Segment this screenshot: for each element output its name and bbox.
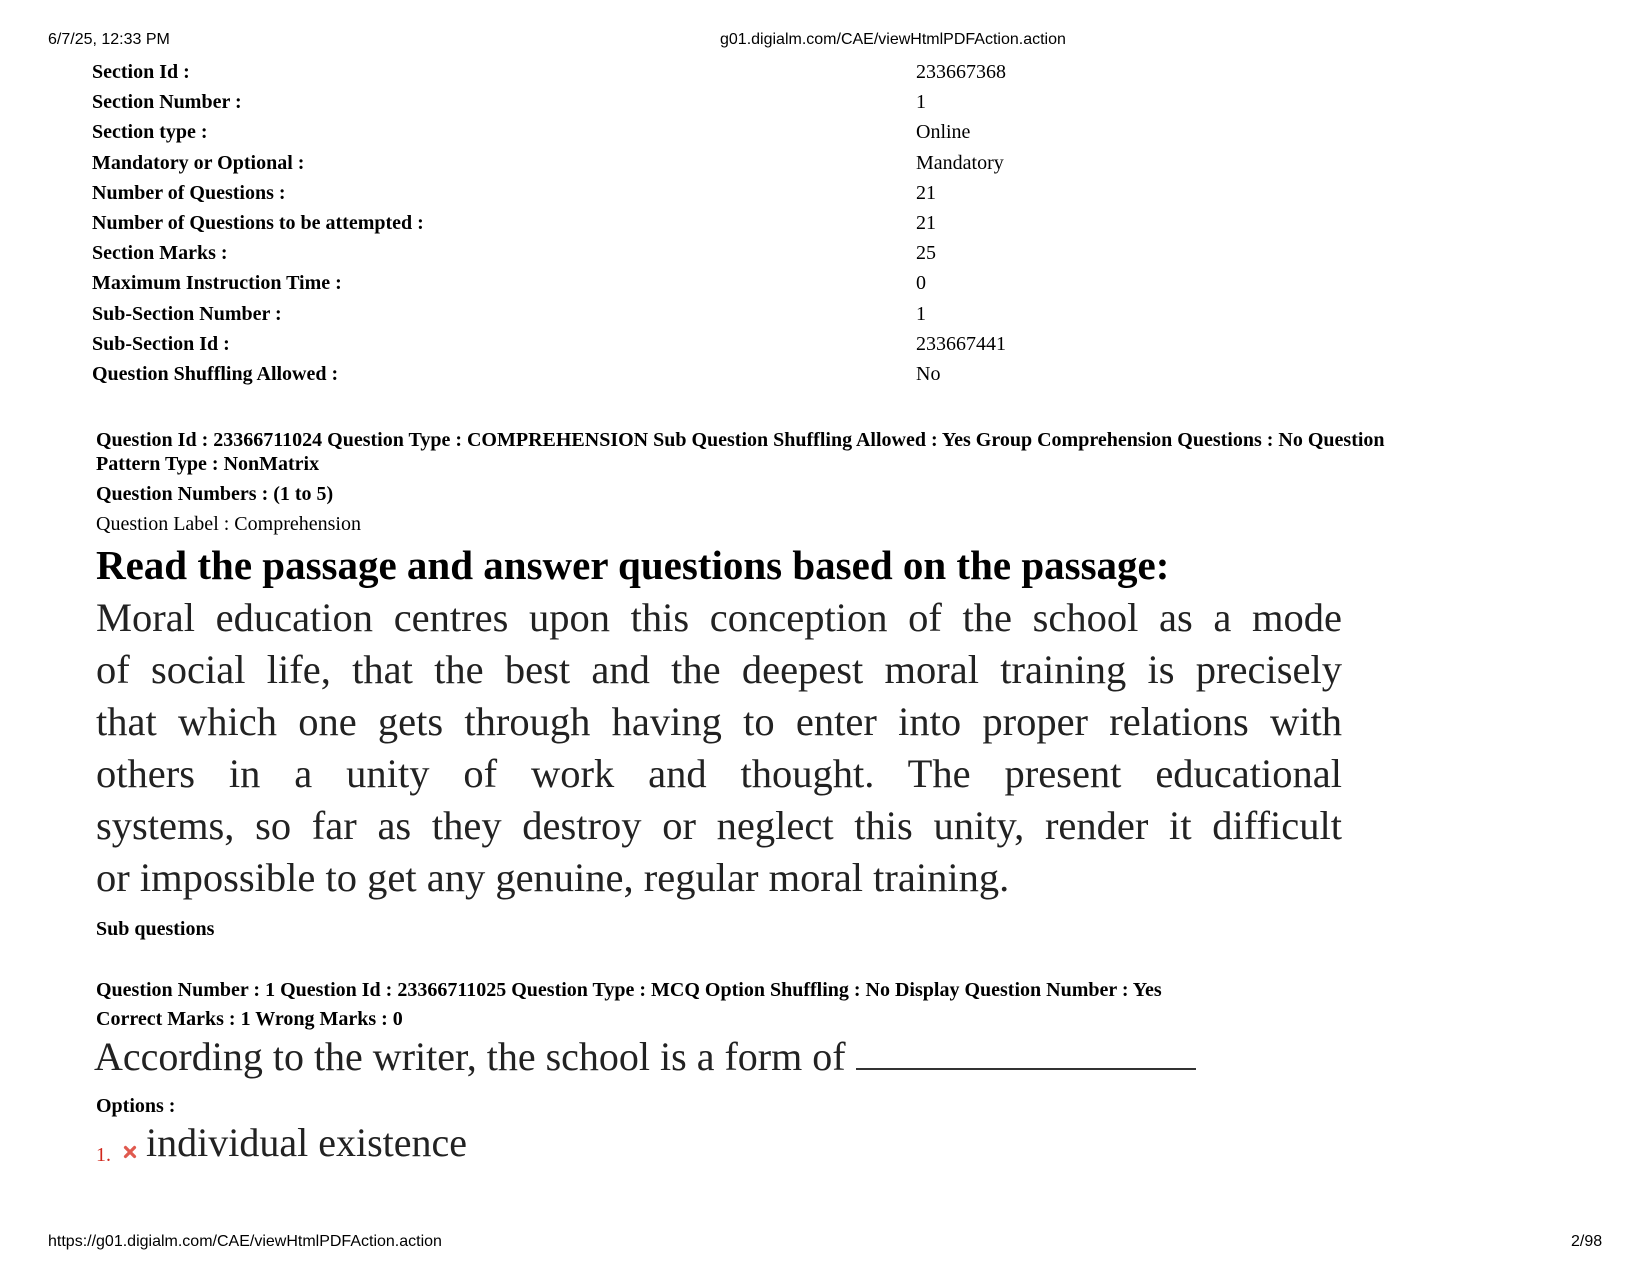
info-label: Section Marks :: [92, 242, 228, 265]
question-label: Question Label : Comprehension: [96, 513, 361, 535]
info-row-section-id: [92, 60, 1092, 90]
question1-meta-line2: Correct Marks : 1 Wrong Marks : 0: [96, 1008, 403, 1030]
info-row-instruction-time: [92, 271, 1092, 301]
sub-questions-label: Sub questions: [96, 918, 215, 940]
info-row-num-attempted: [92, 211, 1092, 241]
passage-line: Moral education centres upon this conception of the school as a mode: [96, 595, 1342, 640]
info-label: Question Shuffling Allowed :: [92, 362, 339, 385]
info-row-shuffling: [92, 362, 1092, 392]
print-datetime: 6/7/25, 12:33 PM: [48, 31, 170, 48]
section-info-table: [92, 60, 1092, 392]
info-label: Sub-Section Id :: [92, 332, 230, 355]
info-row-mandatory: [92, 151, 1092, 181]
info-value: Online: [916, 121, 971, 144]
info-label: Section Number :: [92, 91, 242, 114]
info-label: Number of Questions to be attempted :: [92, 211, 424, 234]
page-number: 2/98: [1571, 1233, 1603, 1250]
info-label: Sub-Section Number :: [92, 302, 282, 325]
comprehension-meta-line2: Pattern Type : NonMatrix: [96, 453, 320, 475]
info-value: 233667441: [916, 332, 1006, 355]
passage-heading: Read the passage and answer questions based on the passage:: [96, 542, 1170, 588]
footer-url: https://g01.digialm.com/CAE/viewHtmlPDFAction.action: [48, 1233, 442, 1250]
print-url: g01.digialm.com/CAE/viewHtmlPDFAction.action: [720, 31, 1066, 48]
info-row-section-number: [92, 90, 1092, 120]
info-value: No: [916, 362, 941, 385]
info-value: 1: [916, 302, 926, 325]
info-value: 25: [916, 242, 936, 265]
wrong-cross-icon: [122, 1144, 138, 1160]
info-value: 233667368: [916, 61, 1006, 83]
info-row-section-marks: [92, 241, 1092, 271]
info-value: Mandatory: [916, 151, 1004, 174]
info-label: Maximum Instruction Time :: [92, 272, 342, 295]
comprehension-meta-line1: Question Id : 23366711024 Question Type : COMPREHENSION Sub Question Shuffling Allowed : Yes Group Comprehension Questions : No Question: [96, 429, 1385, 451]
info-value: 0: [916, 272, 926, 295]
info-label: Number of Questions :: [92, 181, 286, 204]
passage-line: or impossible to get any genuine, regular moral training.: [96, 855, 1010, 900]
options-label: Options :: [96, 1095, 176, 1117]
info-label: Section type :: [92, 121, 208, 144]
passage-line: of social life, that the best and the deepest moral training is precisely: [96, 647, 1342, 692]
info-label: Section Id :: [92, 61, 190, 83]
option-number: 1.: [96, 1144, 111, 1166]
info-row-section-type: [92, 120, 1092, 150]
question1-text: [94, 1030, 1196, 1082]
info-row-num-questions: [92, 181, 1092, 211]
passage-line: systems, so far as they destroy or neglect this unity, render it difficult: [96, 803, 1342, 848]
info-value: 21: [916, 211, 936, 234]
info-row-subsection-id: [92, 332, 1092, 362]
question1-meta-line1: Question Number : 1 Question Id : 23366711025 Question Type : MCQ Option Shuffling : No Display Question Number : Yes: [96, 979, 1162, 1001]
info-value: 21: [916, 181, 936, 204]
info-value: 1: [916, 91, 926, 114]
answer-blank: [856, 1030, 1196, 1070]
passage-line: others in a unity of work and thought. The present educational: [96, 751, 1342, 796]
question1-text-content: According to the writer, the school is a form of: [94, 1034, 846, 1079]
info-row-subsection-number: [92, 302, 1092, 332]
info-label: Mandatory or Optional :: [92, 151, 305, 174]
passage-line: that which one gets through having to enter into proper relations with: [96, 699, 1342, 744]
question-numbers: Question Numbers : (1 to 5): [96, 483, 334, 505]
option-text: individual existence: [146, 1120, 468, 1165]
